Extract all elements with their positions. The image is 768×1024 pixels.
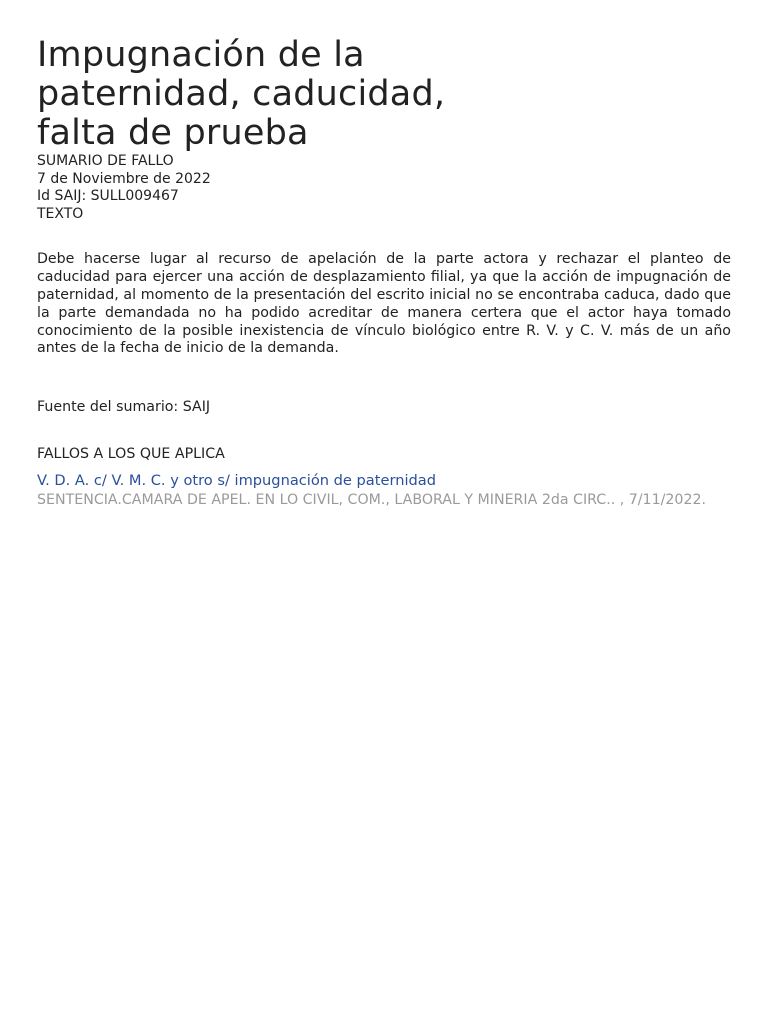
fallo-link[interactable]: V. D. A. c/ V. M. C. y otro s/ impugnación de paternidad [37,472,436,490]
document-id: Id SAIJ: SULL009467 [37,188,179,205]
title-line-2: paternidad, caducidad, [37,74,446,114]
source-line: Fuente del sumario: SAIJ [37,399,211,416]
summary-text: Debe hacerse lugar al recurso de apelación de la parte actora y rechazar el planteo de caducidad para ejercer una acción de desplazamiento filial, ya que la acción de impugnación de paternidad, al momento de la presentación del escrito inicial no se encontraba caduca, dado que la parte demandada no ha podido acreditar de manera certera que el actor haya tomado conocimiento de la posible inexistencia de vínculo biológico entre R. V. y C. V. más de un año antes de la fecha de inicio de la demanda. [37,251,731,357]
fallo-detail: SENTENCIA.CAMARA DE APEL. EN LO CIVIL, COM., LABORAL Y MINERIA 2da CIRC.. , 7/11/2022. [37,492,707,509]
document-page [37,36,731,510]
document-date: 7 de Noviembre de 2022 [37,170,211,187]
document-metadata [37,153,731,223]
section-label: TEXTO [37,205,84,222]
title-line-1: Impugnación de la [37,35,365,75]
document-type: SUMARIO DE FALLO [37,153,174,169]
fallos-heading: FALLOS A LOS QUE APLICA [37,446,225,463]
document-title [37,36,731,153]
title-line-3: falta de prueba [37,113,309,153]
